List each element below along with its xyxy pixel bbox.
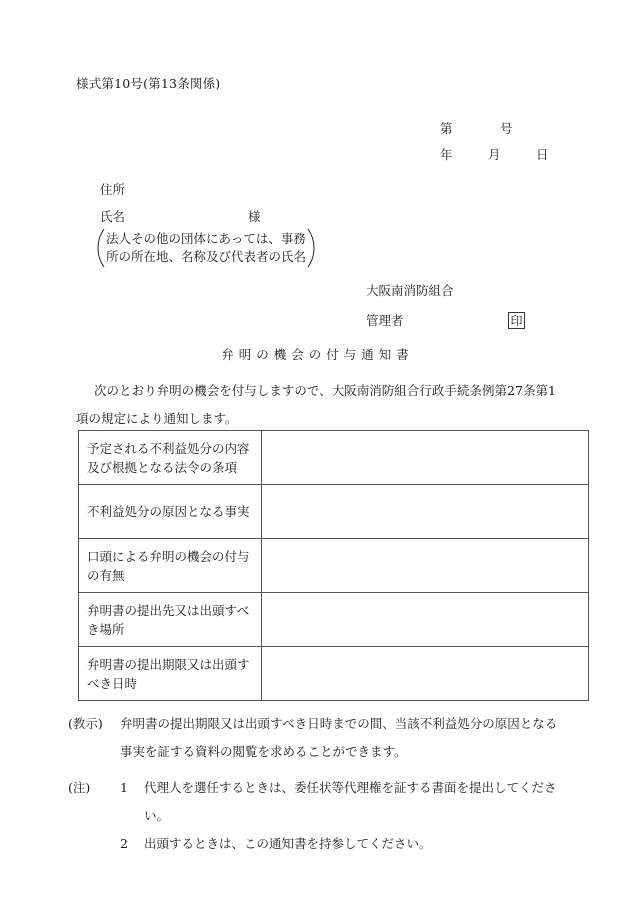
remarks-item-number: 2: [120, 836, 128, 851]
left-bracket-icon: [96, 228, 105, 268]
document-meta-fields: [440, 116, 600, 168]
instruction-note-tag: (教示): [68, 716, 103, 731]
table-row-label: 不利益処分の原因となる事実: [79, 485, 262, 539]
addressee-address-line: [100, 176, 125, 203]
parenthetical-note-text: [105, 230, 307, 266]
table-row-value[interactable]: [262, 647, 589, 701]
seal-stamp-box: 印: [508, 312, 525, 329]
date-year-label: 年: [440, 147, 453, 162]
table-row: [79, 539, 589, 593]
addressee-name-line: [100, 203, 261, 230]
addressee-name-label: 氏名: [100, 209, 126, 224]
document-date-row: [440, 142, 600, 168]
table-row-value[interactable]: [262, 593, 589, 647]
addressee-parenthetical-note: [96, 228, 316, 268]
remarks-note-tag: (注): [68, 780, 91, 795]
remarks-item-text: 出頭するときは、この通知書を持参してください。: [144, 836, 432, 851]
table-row-label: 口頭による弁明の機会の付与の有無: [79, 539, 262, 593]
table-row-label: 弁明書の提出期限又は出頭すべき日時: [79, 647, 262, 701]
instruction-note: [68, 710, 568, 766]
parenthetical-note-line-1: 法人その他の団体にあっては、事務: [106, 231, 306, 246]
form-number: 様式第10号(第13条関係): [76, 76, 221, 91]
parenthetical-note-line-2: 所の所在地、名称及び代表者の氏名: [106, 249, 307, 264]
issuer-block: [366, 276, 523, 336]
right-bracket-icon: [307, 228, 316, 268]
issuer-organization-line: [366, 276, 454, 306]
table-row: [79, 485, 589, 539]
issuer-role-line: [366, 306, 523, 336]
addressee-honorific: 様: [248, 209, 261, 224]
document-number-row: [440, 116, 600, 142]
addressee-block: [100, 176, 261, 230]
document-number-suffix: 号: [500, 121, 513, 136]
list-item: [120, 830, 568, 858]
document-number-prefix: 第: [440, 121, 453, 136]
table-row: [79, 647, 589, 701]
table-row: [79, 593, 589, 647]
body-paragraph: 次のとおり弁明の機会を付与しますので、大阪南消防組合行政手続条例第27条第1項の規定により通知します。: [76, 383, 556, 426]
notification-form-table: [78, 430, 589, 701]
issuer-role: 管理者: [366, 313, 404, 328]
remarks-note: [68, 774, 568, 858]
issuer-organization: 大阪南消防組合: [366, 283, 454, 298]
list-item: [120, 774, 568, 830]
table-row-value[interactable]: [262, 539, 589, 593]
date-day-label: 日: [536, 147, 549, 162]
table-row: [79, 431, 589, 485]
date-month-label: 月: [488, 147, 501, 162]
page-title: 弁明の機会の付与通知書: [221, 347, 414, 362]
footnotes: [68, 710, 568, 866]
addressee-address-label: 住所: [100, 182, 126, 197]
table-row-value[interactable]: [262, 485, 589, 539]
remarks-item-text: 代理人を選任するときは、委任状等代理権を証する書面を提出してください。: [144, 780, 557, 823]
table-row-label: 予定される不利益処分の内容及び根拠となる法令の条項: [79, 431, 262, 485]
instruction-note-text: 弁明書の提出期限又は出頭すべき日時までの間、当該不利益処分の原因となる事実を証する資料の閲覧を求めることができます。: [120, 716, 558, 759]
remarks-item-number: 1: [120, 780, 128, 795]
table-row-value[interactable]: [262, 431, 589, 485]
table-row-label: 弁明書の提出先又は出頭すべき場所: [79, 593, 262, 647]
